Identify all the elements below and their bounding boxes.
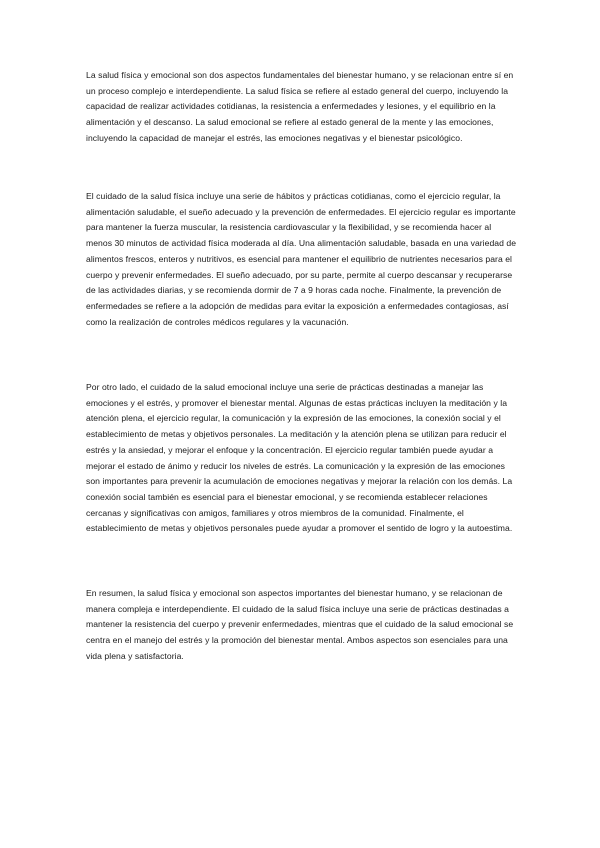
paragraph-summary: En resumen, la salud física y emocional son aspectos importantes del bienestar humano, y se relacionan de manera compleja e interdependiente. El cuidado de la salud física incluye una serie de prácticas destinadas a mantener la resistencia del cuerpo y prevenir enfermedades, mientras que el cuidado de la salud emocional se centra en el manejo del estrés y la promoción del bienestar mental. Ambos aspectos son esenciales para una vida plena y satisfactoria. bbox=[86, 588, 514, 661]
paragraph-emotional-health: Por otro lado, el cuidado de la salud emocional incluye una serie de prácticas destinadas a manejar las emociones y el estrés, y promover el bienestar mental. Algunas de estas prácticas incluyen la meditación y la atención plena, el ejercicio regular, la comunicación y la expresión de las emociones, la conexión social y el establecimiento de metas y objetivos personales. La meditación y la atención plena se utilizan para reducir el estrés y la ansiedad, y mejorar el enfoque y la concentración. El ejercicio regular también puede ayudar a mejorar el estado de ánimo y reducir los niveles de estrés. La comunicación y la expresión de las emociones son importantes para prevenir la acumulación de emociones negativas y mejorar la relación con los demás. La conexión social también es esencial para el bienestar emocional, y se recomienda establecer relaciones cercanas y significativas con amigos, familiares y otros miembros de la comunidad. Finalmente, el establecimiento de metas y objetivos personales puede ayudar a promover el sentido de logro y la autoestima. bbox=[86, 382, 513, 534]
paragraph-physical-health: El cuidado de la salud física incluye una serie de hábitos y prácticas cotidianas, como el ejercicio regular, la alimentación saludable, el sueño adecuado y la prevención de enfermedades. El ejercicio regular es importante para mantener la fuerza muscular, la resistencia cardiovascular y la flexibilidad, y se recomienda hacer al menos 30 minutos de actividad física moderada al día. Una alimentación saludable, basada en una variedad de alimentos frescos, enteros y nutritivos, es esencial para mantener el equilibrio de nutrientes necesarios para el cuerpo y prevenir enfermedades. El sueño adecuado, por su parte, permite al cuerpo descansar y recuperarse de las actividades diarias, y se recomienda dormir de 7 a 9 horas cada noche. Finalmente, la prevención de enfermedades se refiere a la adopción de medidas para evitar la exposición a enfermedades contagiosas, así como la realización de controles médicos regulares y la vacunación. bbox=[86, 191, 517, 327]
paragraph-intro: La salud física y emocional son dos aspectos fundamentales del bienestar humano, y se relacionan entre sí en un proceso complejo e interdependiente. La salud física se refiere al estado general del cuerpo, incluyendo la capacidad de realizar actividades cotidianas, la resistencia a enfermedades y lesiones, y el equilibrio en la alimentación y el descanso. La salud emocional se refiere al estado general de la mente y las emociones, incluyendo la capacidad de manejar el estrés, las emociones negativas y el bienestar psicológico. bbox=[86, 70, 514, 143]
